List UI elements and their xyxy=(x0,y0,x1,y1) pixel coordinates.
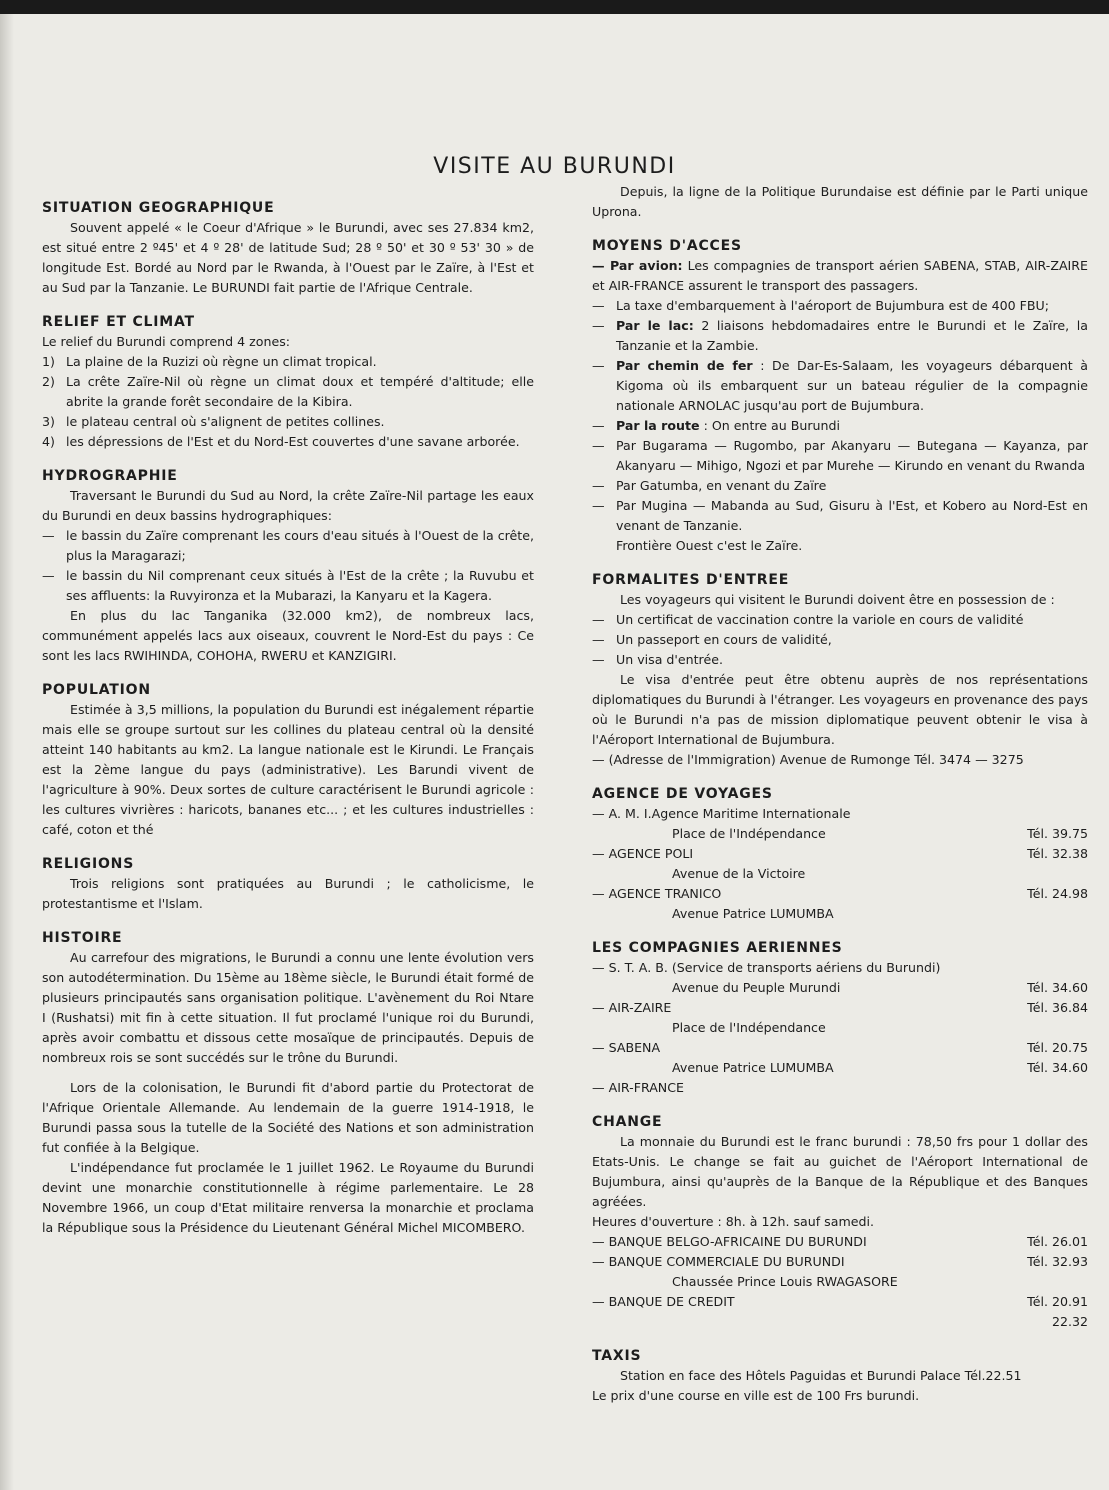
list-item: Avenue Patrice LUMUMBA xyxy=(672,906,834,921)
list-item: — BANQUE DE CREDIT Tél. 20.91 xyxy=(592,1294,1088,1309)
list-item: 4) les dépressions de l'Est et du Nord-Est couvertes d'une savane arborée. xyxy=(42,434,520,449)
heading-hydrographie: HYDROGRAPHIE xyxy=(42,468,178,484)
histoire-p2: Lors de la colonisation, le Burundi fit d'abord partie du Protectorat de l'Afrique Orientale Allemande. Au lendemain de la guerre 1914-1918, le Burundi passa sous la tutelle de la Société des Nations et son administration fut confiée à la Belgique. xyxy=(42,1080,534,1155)
heading-change: CHANGE xyxy=(592,1114,663,1130)
heading-relief: RELIEF ET CLIMAT xyxy=(42,314,195,330)
list-item: 2) La crête Zaïre-Nil où règne un climat doux et tempéré d'altitude; elle abrite la grande forêt secondaire de la Kibira. xyxy=(42,374,534,409)
page-left-edge xyxy=(0,14,14,1490)
list-item: 3) le plateau central où s'alignent de petites collines. xyxy=(42,414,385,429)
right-column xyxy=(592,182,1088,1406)
list-item: — S. T. A. B. (Service de transports aériens du Burundi) xyxy=(592,960,941,975)
banques-list xyxy=(592,1232,1088,1332)
left-column xyxy=(42,198,534,1238)
list-item: — AGENCE POLI Tél. 32.38 xyxy=(592,846,1088,861)
formalites-intro: Les voyageurs qui visitent le Burundi doivent être en possession de : xyxy=(620,592,1055,607)
list-item: — AGENCE TRANICO Tél. 24.98 xyxy=(592,886,1088,901)
list-item: — A. M. I.Agence Maritime Internationale xyxy=(592,806,851,821)
list-item: — Un passeport en cours de validité, xyxy=(592,632,832,647)
list-item: — Par chemin de fer : De Dar-Es-Salaam, les voyageurs débarquent à Kigoma où ils embarquent sur un bateau régulier de la compagnie nationale ARNOLAC jusqu'au port de Bujumbura. xyxy=(592,358,1088,413)
heading-agences: AGENCE DE VOYAGES xyxy=(592,786,773,802)
heading-religions: RELIGIONS xyxy=(42,856,135,872)
list-item: Place de l'Indépendance Tél. 39.75 xyxy=(672,826,1088,841)
heading-compagnies: LES COMPAGNIES AERIENNES xyxy=(592,940,843,956)
list-item: Place de l'Indépendance xyxy=(672,1020,826,1035)
compagnies-list xyxy=(592,958,1088,1098)
list-item: — Par Mugina — Mabanda au Sud, Gisuru à l'Est, et Kobero au Nord-Est en venant de Tanzanie. Frontière Ouest c'est le Zaïre. xyxy=(592,498,1088,553)
page-top-edge xyxy=(0,0,1109,14)
taxis-station: Station en face des Hôtels Paguidas et Burundi Palace Tél.22.51 xyxy=(620,1368,1022,1383)
list-item: — Par la route : On entre au Burundi xyxy=(592,418,841,433)
list-item: — BANQUE BELGO-AFRICAINE DU BURUNDI Tél. 26.01 xyxy=(592,1234,1088,1249)
formalites-list xyxy=(592,610,1088,670)
relief-list xyxy=(42,352,534,452)
hydro-lakes: En plus du lac Tanganika (32.000 km2), de nombreux lacs, communément appelés lacs aux oiseaux, couvrent le Nord-Est du pays : Ce sont les lacs RWIHINDA, COHOHA, RWERU et KANZIGIRI. xyxy=(42,608,534,663)
list-item: Chaussée Prince Louis RWAGASORE xyxy=(672,1274,898,1289)
list-item: — BANQUE COMMERCIALE DU BURUNDI Tél. 32.93 xyxy=(592,1254,1088,1269)
list-item: 1) La plaine de la Ruzizi où règne un climat tropical. xyxy=(42,354,377,369)
list-item: — SABENA Tél. 20.75 xyxy=(592,1040,1088,1055)
change-text: La monnaie du Burundi est le franc burundi : 78,50 frs pour 1 dollar des Etats-Unis. Le change se fait au guichet de l'Aéroport International de Bujumbura, ainsi qu'auprès de la Banque de la République et des Banques agréées. xyxy=(592,1134,1088,1209)
histoire-p1: Au carrefour des migrations, le Burundi a connu une lente évolution vers son autodétermination. Du 15ème au 18ème siècle, le Burundi était formé de plusieurs principautés sans organisation politique. L'avènement du Roi Ntare I (Rushatsi) mit fin à cette situation. Il fut proclamé l'unique roi du Burundi, après avoir combattu et dissous cette mosaïque de principautés. Depuis de nombreux rois se sont succédés sur le trône du Burundi. xyxy=(42,950,534,1065)
histoire-p3: L'indépendance fut proclamée le 1 juillet 1962. Le Royaume du Burundi devint une monarchie constitutionnelle à régime parlementaire. Le 28 Novembre 1966, un coup d'Etat militaire renversa la monarchie et proclama la République sous la Présidence du Lieutenant Général Michel MICOMBERO. xyxy=(42,1160,534,1235)
list-item: Avenue du Peuple Murundi Tél. 34.60 xyxy=(672,980,1088,995)
acces-list xyxy=(592,296,1088,556)
politique-text: Depuis, la ligne de la Politique Burundaise est définie par le Parti unique Uprona. xyxy=(592,184,1088,219)
hydro-intro: Traversant le Burundi du Sud au Nord, la crête Zaïre-Nil partage les eaux du Burundi en deux bassins hydrographiques: xyxy=(42,488,534,523)
heading-histoire: HISTOIRE xyxy=(42,930,123,946)
hydro-list xyxy=(42,526,534,606)
list-item: — Par Gatumba, en venant du Zaïre xyxy=(592,478,827,493)
heading-formalites: FORMALITES D'ENTREE xyxy=(592,572,790,588)
list-item: — le bassin du Zaïre comprenant les cours d'eau situés à l'Ouest de la crête, plus la Maragarazi; xyxy=(42,528,534,563)
list-item: Avenue Patrice LUMUMBA Tél. 34.60 xyxy=(672,1060,1088,1075)
change-heures: Heures d'ouverture : 8h. à 12h. sauf samedi. xyxy=(592,1214,874,1229)
heading-population: POPULATION xyxy=(42,682,151,698)
heading-taxis: TAXIS xyxy=(592,1348,642,1364)
situation-text: Souvent appelé « le Coeur d'Afrique » le Burundi, avec ses 27.834 km2, est situé entre 2 º45' et 4 º 28' de latitude Sud; 28 º 50' et 30 º 53' 30 » de longitude Est. Bordé au Nord par le Rwanda, à l'Ouest par le Zaïre, à l'Est et au Sud par la Tanzanie. Le BURUNDI fait partie de l'Afrique Centrale. xyxy=(42,220,534,295)
heading-acces: MOYENS D'ACCES xyxy=(592,238,742,254)
page-title: VISITE AU BURUNDI xyxy=(433,154,676,179)
list-item: — le bassin du Nil comprenant ceux situés à l'Est de la crête ; la Ruvubu et ses affluents: la Ruvyironza et la Mubarazi, la Kanyaru et la Kagera. xyxy=(42,568,534,603)
population-text: Estimée à 3,5 millions, la population du Burundi est inégalement répartie mais elle se groupe surtout sur les collines du plateau central où la densité atteint 140 habitants au km2. La langue nationale est le Kirundi. Le Français est la 2ème langue du pays (administrative). Les Barundi vivent de l'agriculture à 90%. Deux sortes de culture caractérisent le Burundi agricole : les cultures vivrières : haricots, bananes etc... ; et les cultures industrielles : café, coton et thé xyxy=(42,702,534,837)
list-item: — AIR-ZAIRE Tél. 36.84 xyxy=(592,1000,1088,1015)
agences-list xyxy=(592,804,1088,924)
list-item: Avenue de la Victoire xyxy=(672,866,806,881)
taxis-prix: Le prix d'une course en ville est de 100 Frs burundi. xyxy=(592,1388,920,1403)
list-item: — Par le lac: 2 liaisons hebdomadaires entre le Burundi et le Zaïre, la Tanzanie et la Zambie. xyxy=(592,318,1088,353)
list-item: — Par Bugarama — Rugombo, par Akanyaru — Butegana — Kayanza, par Akanyaru — Mihigo, Ngozi et par Murehe — Kirundo en venant du Rwanda xyxy=(592,438,1088,473)
religions-text: Trois religions sont pratiquées au Burundi ; le catholicisme, le protestantisme et l'Islam. xyxy=(42,876,534,911)
formalites-visa: Le visa d'entrée peut être obtenu auprès de nos représentations diplomatiques du Burundi à l'étranger. Les voyageurs en provenance des pays où le Burundi n'a pas de mission diplomatique peuvent obtenir le visa à l'Aéroport International de Bujumbura. xyxy=(592,672,1088,747)
relief-intro: Le relief du Burundi comprend 4 zones: xyxy=(42,334,291,349)
list-item: — Un visa d'entrée. xyxy=(592,652,723,667)
list-item: 22.32 xyxy=(1051,1314,1088,1329)
list-item: — Un certificat de vaccination contre la variole en cours de validité xyxy=(592,612,1024,627)
acces-avion: — Par avion: Les compagnies de transport aérien SABENA, STAB, AIR-ZAIRE et AIR-FRANCE assurent le transport des passagers. xyxy=(592,258,1088,293)
list-item: — AIR-FRANCE xyxy=(592,1080,684,1095)
list-item: — La taxe d'embarquement à l'aéroport de Bujumbura est de 400 FBU; xyxy=(592,298,1049,313)
formalites-adresse: — (Adresse de l'Immigration) Avenue de Rumonge Tél. 3474 — 3275 xyxy=(592,752,1024,767)
heading-situation: SITUATION GEOGRAPHIQUE xyxy=(42,200,275,216)
